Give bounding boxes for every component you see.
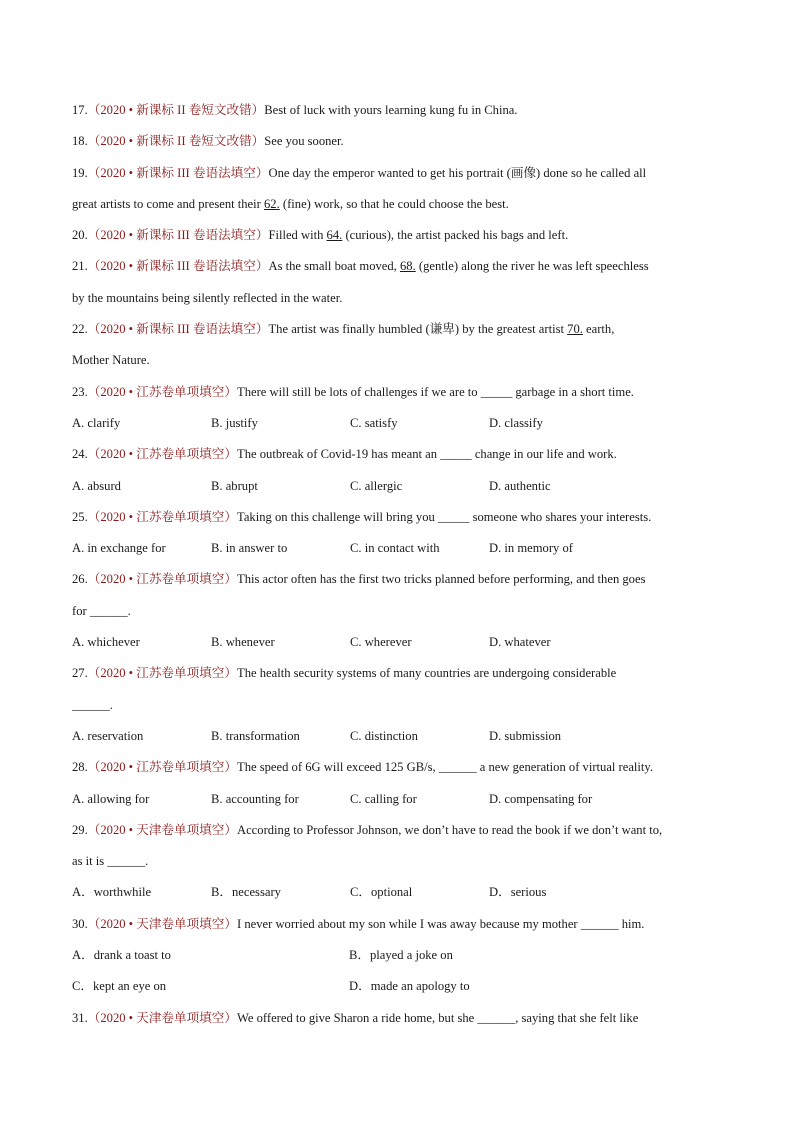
question-30 — [72, 912, 724, 943]
question-21 — [72, 254, 724, 285]
option-a: A. reservation — [72, 728, 144, 743]
option-a: A. absurd — [72, 478, 121, 493]
question-text: Filled with — [268, 228, 327, 243]
question-source: （2020 • 新课标 II 卷短文改错） — [87, 134, 265, 149]
question-23 — [72, 380, 724, 411]
option-c: C. distinction — [350, 728, 418, 743]
question-source: （2020 • 新课标 III 卷语法填空） — [87, 259, 269, 274]
option-d: D. whatever — [489, 635, 551, 650]
question-30-options-ab — [72, 943, 724, 974]
question-number: 28. — [72, 760, 88, 775]
question-26-continued — [72, 599, 724, 630]
question-number: 24. — [72, 447, 88, 462]
question-29 — [72, 818, 724, 849]
question-source: （2020 • 江苏卷单项填空） — [87, 666, 237, 681]
question-text: (curious), the artist packed his bags and left. — [342, 228, 569, 243]
question-source: （2020 • 江苏卷单项填空） — [87, 572, 237, 587]
question-text: great artists to come and present their — [72, 196, 264, 211]
question-text: Best of luck with yours learning kung fu in China. — [264, 103, 518, 117]
option-a: A. clarify — [72, 415, 121, 430]
option-a: A. allowing for — [72, 791, 150, 806]
question-22-continued — [72, 348, 724, 379]
option-b: B. justify — [211, 415, 258, 430]
option-a: A. in exchange for — [72, 541, 166, 556]
question-source: （2020 • 新课标 II 卷短文改错） — [87, 103, 265, 117]
option-c: C．optional — [350, 885, 413, 900]
question-text: Mother Nature. — [72, 353, 150, 368]
option-b: B. whenever — [211, 635, 275, 650]
question-source: （2020 • 新课标 III 卷语法填空） — [87, 165, 269, 180]
question-24-options — [72, 474, 724, 505]
question-source: （2020 • 江苏卷单项填空） — [87, 760, 237, 775]
question-text: I never worried about my son while I was away because my mother ______ him. — [237, 916, 645, 931]
question-text: (gentle) along the river he was left speechless — [415, 259, 649, 274]
option-a: A. whichever — [72, 635, 140, 650]
question-text: One day the emperor wanted to get his portrait (画像) done so he called all — [268, 165, 647, 180]
option-b: B．necessary — [211, 885, 281, 900]
question-source: （2020 • 天津卷单项填空） — [87, 822, 237, 837]
option-c: C. allergic — [350, 478, 403, 493]
question-text: According to Professor Johnson, we don’t have to read the book if we don’t want to, — [237, 822, 663, 837]
question-23-options — [72, 411, 724, 442]
question-17 — [72, 98, 724, 129]
option-d: D. in memory of — [489, 541, 573, 556]
question-29-options — [72, 880, 724, 911]
option-a: A．worthwhile — [72, 885, 152, 900]
question-source: （2020 • 新课标 III 卷语法填空） — [87, 322, 269, 337]
option-c: C. wherever — [350, 635, 412, 650]
question-text: The speed of 6G will exceed 125 GB/s, ______ a new generation of virtual reality. — [237, 760, 654, 775]
question-number: 30. — [72, 916, 88, 931]
question-24 — [72, 442, 724, 473]
question-source: （2020 • 江苏卷单项填空） — [87, 447, 237, 462]
question-28 — [72, 755, 724, 786]
option-b: B. in answer to — [211, 541, 288, 556]
question-number: 17. — [72, 103, 88, 117]
option-b: B．played a joke on — [349, 948, 453, 963]
question-text: As the small boat moved, — [268, 259, 400, 274]
option-d: D. submission — [489, 728, 562, 743]
question-18 — [72, 129, 724, 160]
question-number: 21. — [72, 259, 88, 274]
question-source: （2020 • 新课标 III 卷语法填空） — [87, 228, 269, 243]
question-26-options — [72, 630, 724, 661]
question-text: The health security systems of many countries are undergoing considerable — [237, 666, 617, 681]
question-number: 26. — [72, 572, 88, 587]
question-number: 25. — [72, 509, 88, 524]
option-c: C. in contact with — [350, 541, 440, 556]
question-27 — [72, 661, 724, 692]
blank-number: 64. — [326, 228, 343, 243]
question-number: 20. — [72, 228, 88, 243]
question-21-continued — [72, 286, 724, 317]
question-28-options — [72, 787, 724, 818]
question-22 — [72, 317, 724, 348]
question-text: ______. — [72, 697, 113, 712]
option-b: B. transformation — [211, 728, 300, 743]
question-number: 23. — [72, 384, 88, 399]
option-c: C. satisfy — [350, 415, 398, 430]
option-b: B. accounting for — [211, 791, 299, 806]
question-31 — [72, 1006, 724, 1037]
question-text: We offered to give Sharon a ride home, but she ______, saying that she felt like — [237, 1010, 639, 1025]
question-text: earth, — [582, 322, 615, 337]
option-c: C. calling for — [350, 791, 417, 806]
blank-number: 62. — [264, 196, 280, 211]
question-text: Taking on this challenge will bring you _____ someone who shares your interests. — [237, 509, 652, 524]
question-source: （2020 • 江苏卷单项填空） — [87, 509, 237, 524]
question-text: by the mountains being silently reflected in the water. — [72, 290, 343, 305]
question-text: for ______. — [72, 603, 131, 618]
question-30-options-cd — [72, 974, 724, 1005]
question-source: （2020 • 天津卷单项填空） — [87, 1010, 237, 1025]
option-d: D．serious — [489, 885, 547, 900]
option-d: D. compensating for — [489, 791, 593, 806]
question-number: 22. — [72, 322, 88, 337]
option-b: B. abrupt — [211, 478, 258, 493]
question-25-options — [72, 536, 724, 567]
question-25 — [72, 505, 724, 536]
question-number: 18. — [72, 134, 88, 149]
option-d: D. classify — [489, 415, 543, 430]
question-source: （2020 • 江苏卷单项填空） — [87, 384, 237, 399]
question-number: 19. — [72, 165, 88, 180]
question-text: See you sooner. — [264, 134, 344, 149]
question-19-continued — [72, 192, 724, 223]
question-20 — [72, 223, 724, 254]
question-number: 27. — [72, 666, 88, 681]
question-text: There will still be lots of challenges if we are to _____ garbage in a short time. — [237, 384, 634, 399]
question-27-continued — [72, 693, 724, 724]
question-source: （2020 • 天津卷单项填空） — [87, 916, 237, 931]
question-29-continued — [72, 849, 724, 880]
question-26 — [72, 567, 724, 598]
question-text: The artist was finally humbled (谦卑) by the greatest artist — [268, 322, 568, 337]
blank-number: 68. — [399, 259, 416, 274]
option-c: C．kept an eye on — [72, 979, 167, 994]
question-text: as it is ______. — [72, 854, 149, 869]
question-27-options — [72, 724, 724, 755]
question-19 — [72, 161, 724, 192]
question-text: This actor often has the first two tricks planned before performing, and then goes — [237, 572, 646, 587]
question-number: 31. — [72, 1010, 88, 1025]
blank-number: 70. — [567, 322, 583, 337]
question-list — [72, 98, 724, 1037]
question-text: The outbreak of Covid-19 has meant an _____ change in our life and work. — [237, 447, 617, 462]
question-number: 29. — [72, 822, 88, 837]
option-d: D．made an apology to — [349, 979, 470, 994]
option-a: A．drank a toast to — [72, 948, 171, 963]
question-text: (fine) work, so that he could choose the best. — [279, 196, 509, 211]
option-d: D. authentic — [489, 478, 551, 493]
